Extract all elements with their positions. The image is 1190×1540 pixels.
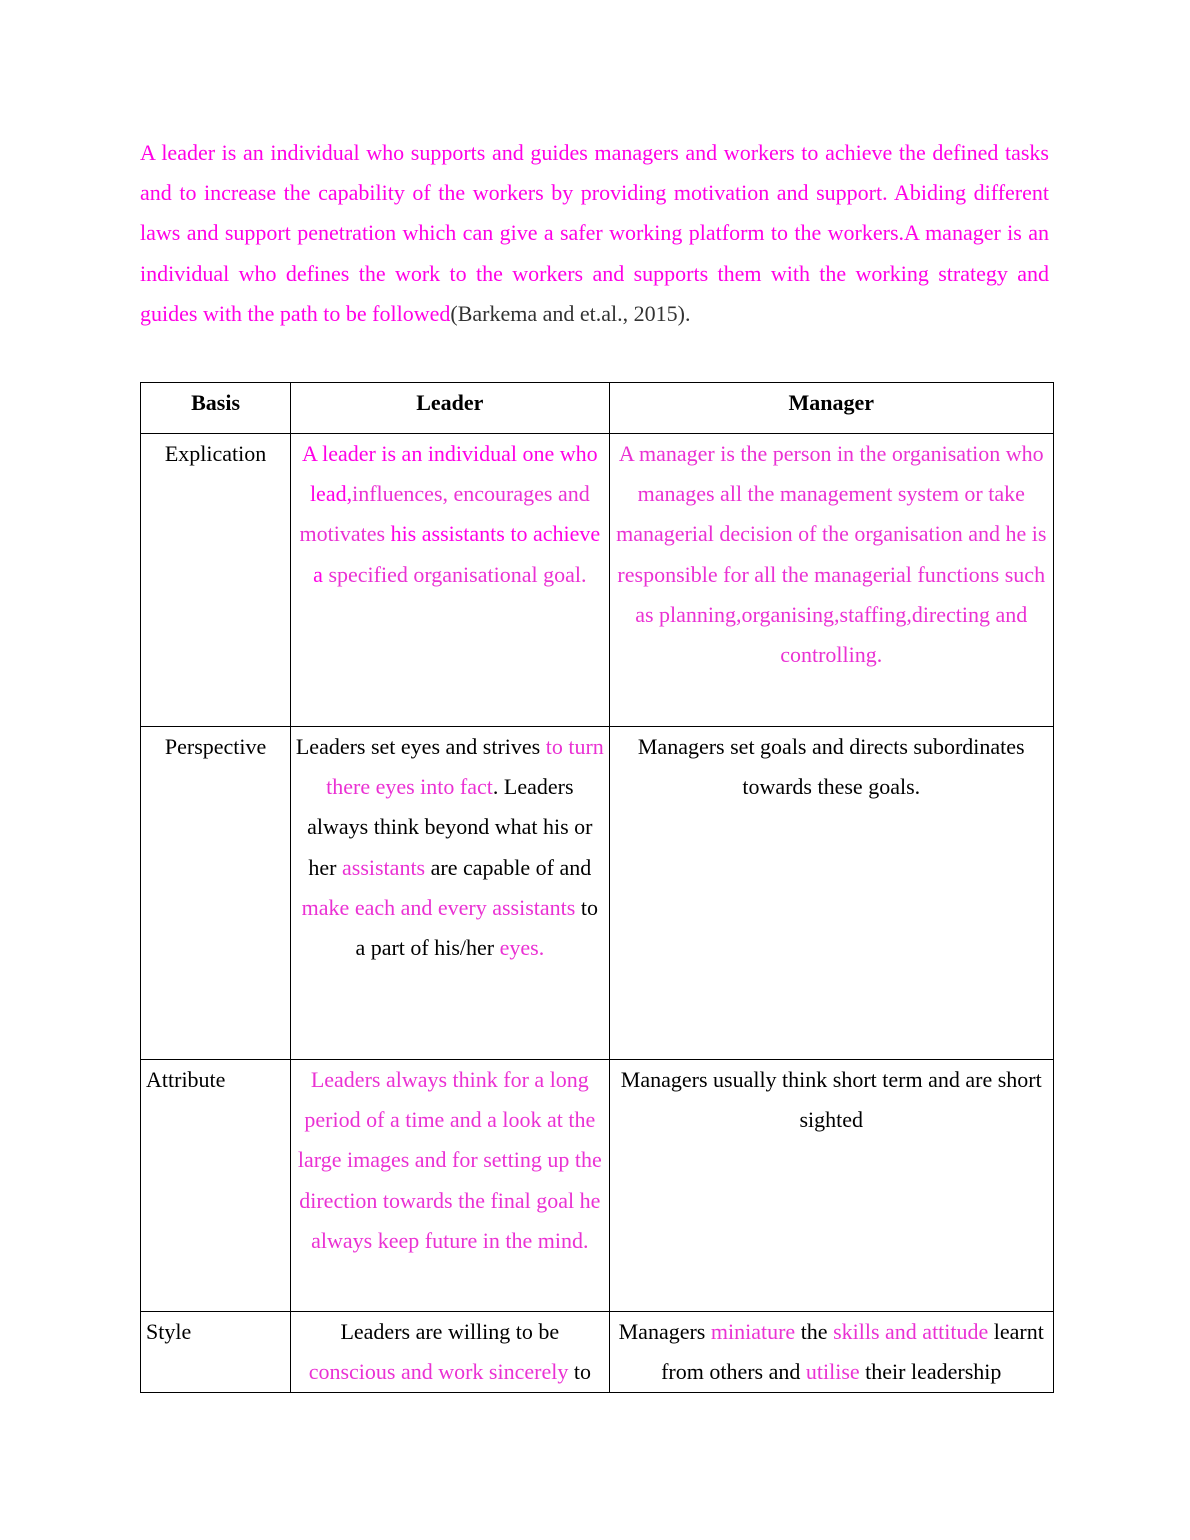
intro-paragraph <box>140 133 1049 334</box>
attribute-basis: Attribute <box>146 1067 226 1092</box>
style-manager-part: utilise <box>805 1359 860 1385</box>
style-manager <box>610 1312 1054 1392</box>
perspective-leader-part: to turn there eyes into fact <box>326 734 604 800</box>
style-manager-part: miniature <box>710 1319 796 1344</box>
attribute-manager: Managers usually think short term and are short sighted <box>620 1067 1042 1133</box>
perspective-leader-part: . Leaders always think beyond what his or her <box>307 774 593 880</box>
perspective-leader-part: make each and every assistants <box>301 894 581 920</box>
header-basis: Basis <box>141 383 291 434</box>
style-manager-part: skills and attitude <box>833 1319 989 1344</box>
table-row-explication <box>141 434 1054 727</box>
perspective-leader-part: to a part of his/her <box>355 894 598 961</box>
style-leader <box>291 1312 608 1392</box>
style-manager-part: Managers <box>618 1319 711 1344</box>
explication-leader-part: influences, encourages and motivates <box>299 481 590 547</box>
table-header-row <box>141 383 1054 434</box>
perspective-leader-part: eyes. <box>499 935 545 961</box>
explication-leader-part: his assistants to achieve a <box>313 521 601 587</box>
table-row-style <box>141 1312 1054 1393</box>
style-manager-part: learnt from others and <box>661 1319 1044 1385</box>
perspective-manager: Managers set goals and directs subordinates towards these goals. <box>637 734 1025 800</box>
perspective-leader <box>291 727 608 968</box>
explication-basis: Explication <box>164 441 267 466</box>
style-leader-part: Leaders are willing to be <box>340 1319 560 1344</box>
explication-leader <box>291 434 608 595</box>
style-leader-part: to <box>568 1359 591 1385</box>
perspective-leader-part: assistants <box>342 854 426 880</box>
perspective-basis: Perspective <box>164 734 267 759</box>
perspective-leader-part: are capable of and <box>425 854 592 880</box>
table-row-perspective <box>141 727 1054 1060</box>
style-manager-part: the <box>795 1319 834 1344</box>
perspective-leader-part: Leaders set eyes and strives <box>295 734 546 759</box>
style-basis: Style <box>146 1319 192 1344</box>
style-manager-part: their leadership <box>859 1359 1002 1385</box>
header-manager: Manager <box>609 383 1054 434</box>
comparison-table <box>140 382 1054 1393</box>
table-row-attribute <box>141 1060 1054 1312</box>
intro-text: A leader is an individual who supports and guides managers and workers to achieve the defined tasks and to increase the capability of the workers by providing motivation and support. Abiding different laws and support penetration which can give a safer working platform to the workers.A manager is an individual who defines the work to the workers and supports them with the working strategy and guides with the path to be followed <box>140 140 1049 326</box>
intro-citation: (Barkema and et.al., 2015). <box>450 300 691 326</box>
explication-manager: A manager is the person in the organisation who manages all the management system or take managerial decision of the organisation and he is responsible for all the managerial functions such as planning,organising,staffing,directing and controlling. <box>616 441 1047 668</box>
style-leader-part: conscious and work sincerely <box>308 1359 569 1385</box>
explication-leader-part: specified organisational goal. <box>328 561 587 587</box>
header-leader: Leader <box>291 383 609 434</box>
explication-leader-part: A leader is an individual one who lead, <box>301 441 598 507</box>
attribute-leader: Leaders always think for a long period of a time and a look at the large images and for setting up the direction towards the final goal he always keep future in the mind. <box>297 1067 602 1253</box>
